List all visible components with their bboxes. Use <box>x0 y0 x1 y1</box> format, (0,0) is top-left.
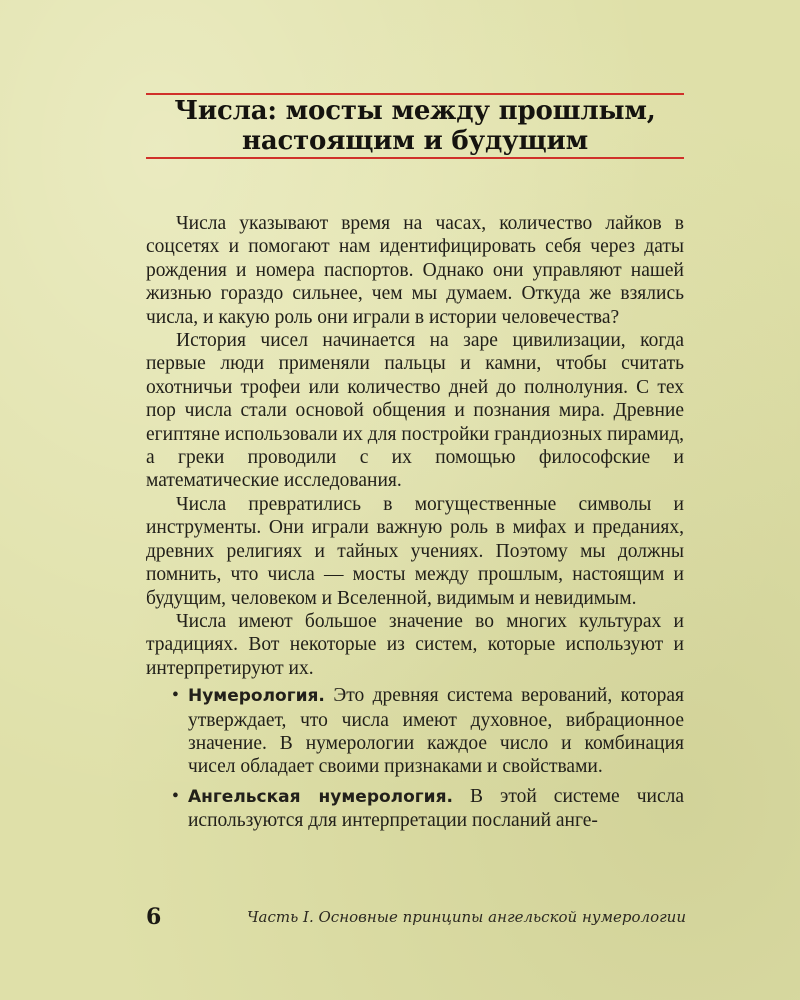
list-item <box>146 684 684 779</box>
paragraph: Числа указывают время на часах, количество лайков в соцсетях и помогают нам идентифицировать себя через даты рождения и номера паспортов. Однако они управляют нашей жизнью гораздо сильнее, чем мы думаем. Откуда же взялись числа, и какую роль они играли в истории человечества? <box>146 213 684 328</box>
chapter-title-line-2: настоящим и будущим <box>242 126 588 156</box>
bullet-list <box>146 684 684 832</box>
chapter-title-line-1: Числа: мосты между прошлым, <box>174 96 656 126</box>
page-number: 6 <box>146 904 162 930</box>
list-item-term: Нумерология. <box>188 686 325 707</box>
list-item-text: Это древняя система верований, которая утверждает, что числа имеют духовное, вибрационное значение. В нумерологии каждое число и комбинация чисел обладает своими признаками и свойствами. <box>188 685 684 778</box>
chapter-title <box>146 96 684 156</box>
body-text <box>146 212 684 839</box>
title-bottom-rule <box>146 157 684 159</box>
list-item <box>146 785 684 833</box>
paragraph: Числа имеют большое значение во многих культурах и традициях. Вот некоторые из систем, которые используют и интерпретируют их. <box>146 610 684 679</box>
bullet-icon: • <box>172 785 179 807</box>
bullet-icon: • <box>172 685 179 707</box>
list-item-term: Ангельская нумерология. <box>188 786 453 807</box>
list-item-text: В этой системе числа используются для интерпретации посланий анге- <box>188 785 684 832</box>
running-title: Часть I. Основные принципы ангельской нумерологии <box>246 908 686 926</box>
paragraph: История чисел начинается на заре цивилизации, когда первые люди применяли пальцы и камни, чтобы считать охотничьи трофеи или количество дней до полнолуния. С тех пор числа стали основой общения и познания мира. Древние египтяне использовали их для постройки грандиозных пирамид, а греки проводили с их помощью философские и математические исследования. <box>146 330 684 492</box>
paragraph: Числа превратились в могущественные символы и инструменты. Они играли важную роль в мифах и преданиях, древних религиях и тайных учениях. Поэтому мы должны помнить, что числа — мосты между прошлым, настоящим и будущим, человеком и Вселенной, видимым и невидимым. <box>146 493 684 609</box>
title-top-rule <box>146 93 684 95</box>
